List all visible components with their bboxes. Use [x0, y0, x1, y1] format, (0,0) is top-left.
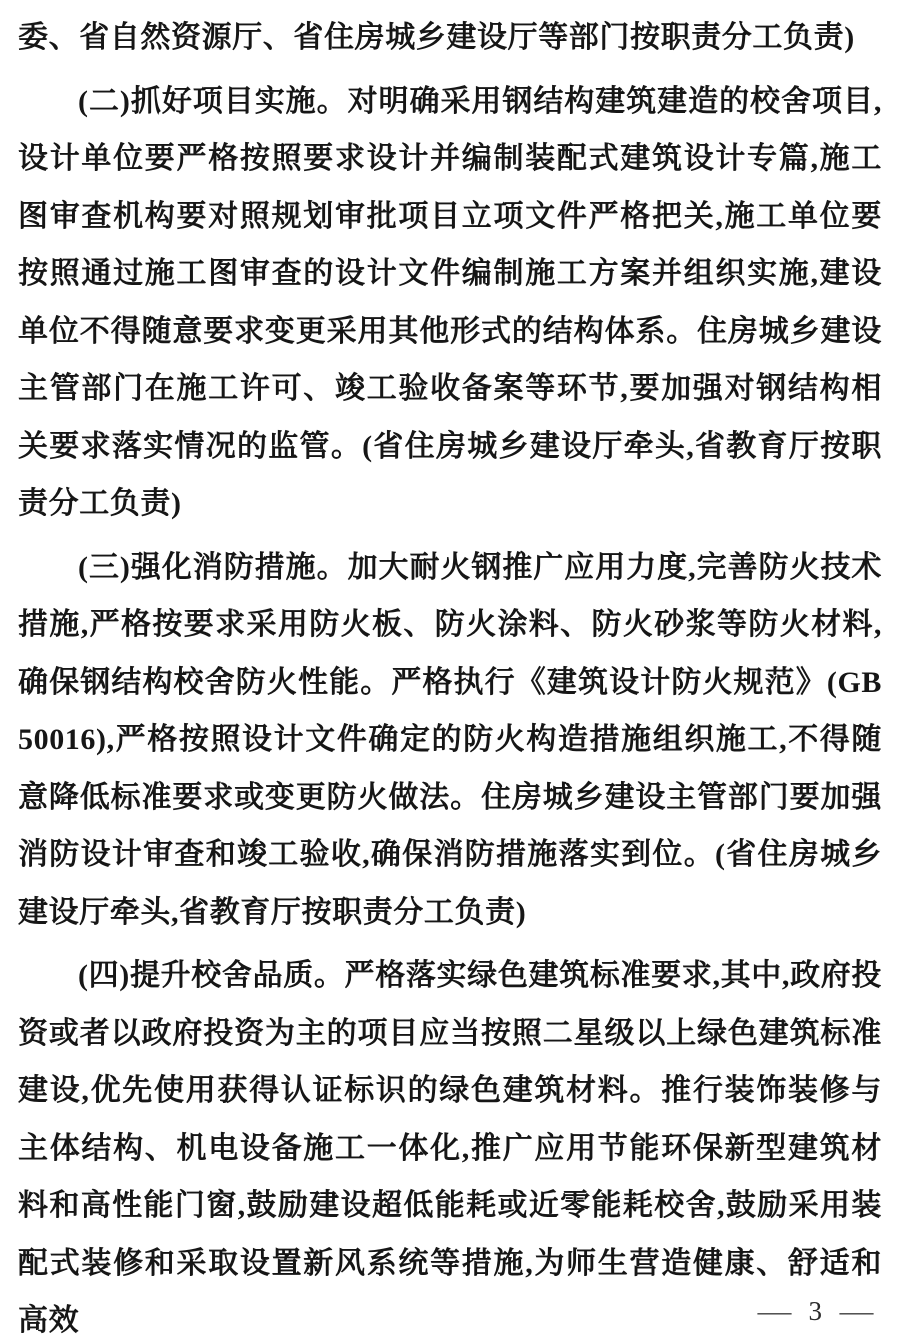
- paragraph-continuation: 委、省自然资源厅、省住房城乡建设厅等部门按职责分工负责): [18, 21, 855, 54]
- paragraph-section-4: (四)提升校舍品质。严格落实绿色建筑标准要求,其中,政府投资或者以政府投资为主的项目应当按照二星级以上绿色建筑标准建设,优先使用获得认证标识的绿色建筑材料。推行装饰装修与主体结构、机电设备施工一体化,推广应用节能环保新型建筑材料和高性能门窗,鼓励建设超低能耗或近零能耗校舍,鼓励采用装配式装修和采取设置新风系统等措施,为师生营造健康、舒适和高效: [18, 959, 882, 1337]
- paragraph-section-2: (二)抓好项目实施。对明确采用钢结构建筑建造的校舍项目,设计单位要严格按照要求设计并编制装配式建筑设计专篇,施工图审查机构要对照规划审批项目立项文件严格把关,施工单位要按照通过施工图审查的设计文件编制施工方案并组织实施,建设单位不得随意要求变更采用其他形式的结构体系。住房城乡建设主管部门在施工许可、竣工验收备案等环节,要加强对钢结构相关要求落实情况的监管。(省住房城乡建设厅牵头,省教育厅按职责分工负责): [18, 84, 882, 520]
- page-number: 3: [808, 1296, 822, 1326]
- footer-dash-left: —: [757, 1296, 791, 1326]
- page-footer: [757, 1296, 874, 1326]
- paragraph-section-3: (三)强化消防措施。加大耐火钢推广应用力度,完善防火技术措施,严格按要求采用防火板、防火涂料、防火砂浆等防火材料,确保钢结构校舍防火性能。严格执行《建筑设计防火规范》(GB 50016),严格按照设计文件确定的防火构造措施组织施工,不得随意降低标准要求或变更防火做法。住房城乡建设主管部门要加强消防设计审查和竣工验收,确保消防措施落实到位。(省住房城乡建设厅牵头,省教育厅按职责分工负责): [18, 550, 882, 929]
- footer-dash-right: —: [839, 1296, 874, 1326]
